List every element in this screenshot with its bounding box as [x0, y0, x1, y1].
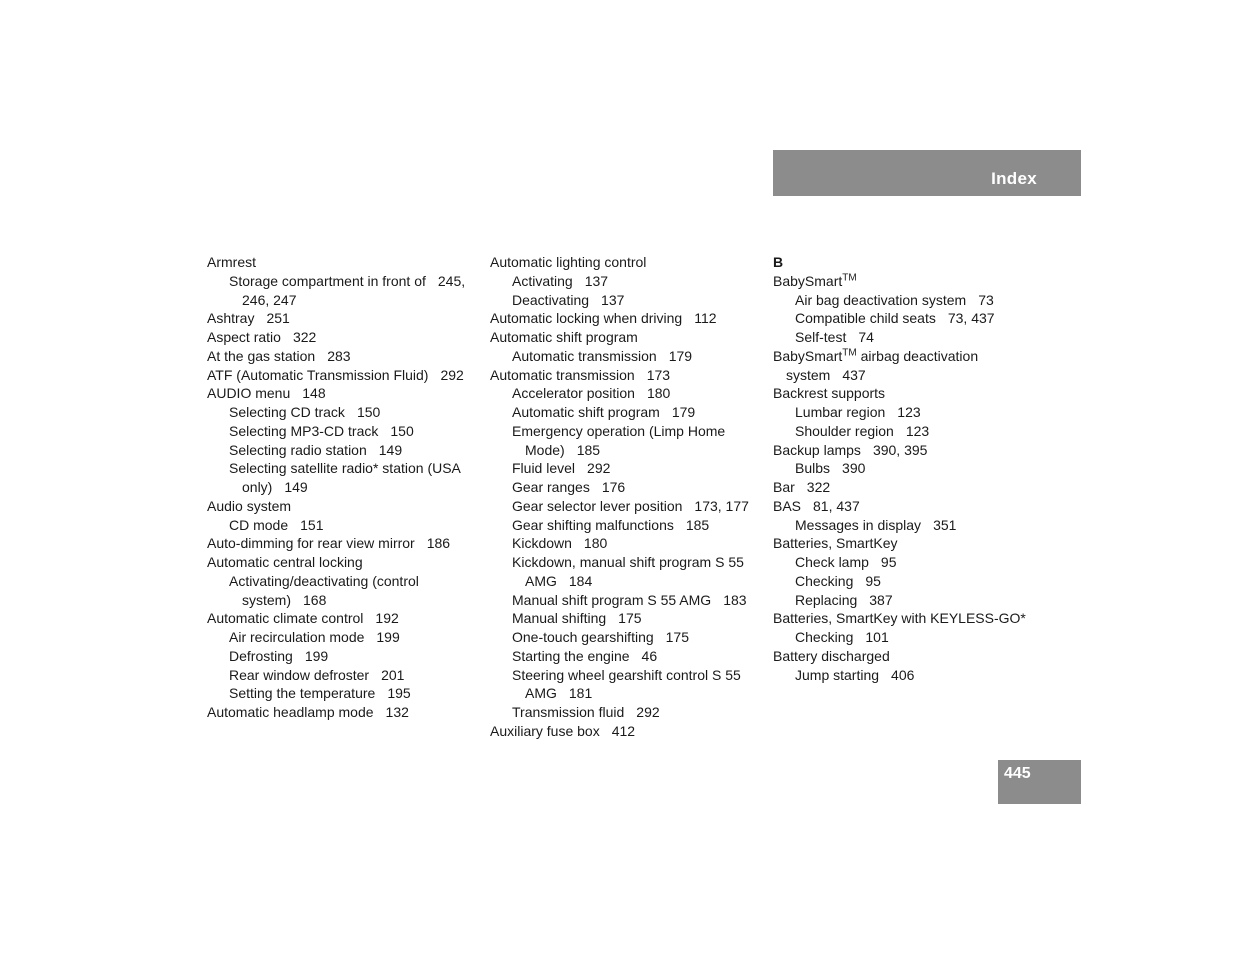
index-entry: Lumbar region 123 [795, 404, 921, 420]
index-entry: Defrosting 199 [229, 647, 329, 664]
index-entry: Automatic shift program [490, 329, 638, 345]
index-entry: Jump starting 406 [795, 666, 915, 683]
index-entry: Shoulder region 123 [795, 422, 930, 439]
index-entry: Backup lamps 390, 395 [773, 441, 928, 458]
index-entry: BAS 81, 437 [773, 497, 860, 514]
index-entry: Compatible child seats 73, 437 [795, 310, 995, 327]
index-entry: Deactivating 137 [512, 291, 625, 308]
index-entry: Automatic shift program 179 [512, 404, 696, 420]
index-entry: Fluid level 292 [512, 460, 611, 477]
index-entry: Messages in display 351 [795, 516, 957, 533]
index-entry: Air recirculation mode 199 [229, 629, 400, 645]
index-entry: Self-test 74 [795, 329, 874, 345]
index-entry: Automatic climate control 192 [207, 610, 399, 627]
index-header-bar [773, 150, 1081, 196]
index-entry: Steering wheel gearshift control S 55 [512, 666, 741, 683]
index-entry: Battery discharged [773, 647, 890, 664]
index-entry: ATF (Automatic Transmission Fluid) 292 [207, 366, 464, 383]
index-entry: Selecting MP3-CD track 150 [229, 422, 414, 439]
index-entry: BabySmart™ [773, 272, 857, 289]
page-number: 445 [1004, 765, 1031, 782]
index-entry: Setting the temperature 195 [229, 685, 411, 702]
index-entry: Armrest [207, 254, 256, 270]
index-entry: Bulbs 390 [795, 460, 866, 477]
index-entry: Selecting radio station 149 [229, 441, 403, 458]
index-entry: Selecting CD track 150 [229, 404, 381, 420]
index-column-1 [207, 253, 477, 722]
index-entry: 246, 247 [242, 291, 297, 308]
index-entry: Air bag deactivation system 73 [795, 291, 994, 308]
index-entry: Automatic central locking [207, 554, 363, 570]
index-entry: system) 168 [242, 591, 327, 608]
index-entry: only) 149 [242, 479, 308, 495]
index-entry: Starting the engine 46 [512, 647, 658, 664]
index-entry: Activating 137 [512, 272, 609, 289]
index-entry: Gear selector lever position 173, 177 [512, 497, 749, 514]
index-entry: Batteries, SmartKey [773, 535, 898, 552]
index-entry: Backrest supports [773, 385, 886, 402]
index-entry: Aspect ratio 322 [207, 329, 317, 345]
index-entry: Rear window defroster 201 [229, 666, 405, 683]
index-entry: Kickdown 180 [512, 535, 608, 552]
index-entry: Ashtray 251 [207, 310, 290, 327]
index-entry: Automatic transmission 173 [490, 366, 671, 383]
index-entry: Accelerator position 180 [512, 385, 671, 402]
index-entry: Manual shifting 175 [512, 610, 642, 627]
index-entry: Auto-dimming for rear view mirror 186 [207, 535, 451, 552]
index-entry: BabySmart™ airbag deactivation [773, 347, 979, 364]
index-entry: Mode) 185 [525, 441, 601, 458]
index-entry: Storage compartment in front of 245, [229, 272, 466, 289]
index-entry: Auxiliary fuse box 412 [490, 722, 636, 739]
index-entry: Automatic headlamp mode 132 [207, 704, 409, 720]
index-entry: Replacing 387 [795, 591, 893, 608]
index-column-3 [773, 253, 1043, 684]
index-entry: Checking 95 [795, 572, 881, 589]
section-letter: B [773, 254, 784, 270]
index-entry: One-touch gearshifting 175 [512, 629, 689, 645]
index-entry: Batteries, SmartKey with KEYLESS-GO* [773, 610, 1026, 627]
index-entry: Checking 101 [795, 629, 889, 645]
index-entry: Bar 322 [773, 479, 831, 495]
index-entry: AMG 184 [525, 572, 593, 589]
index-entry: system 437 [786, 366, 866, 383]
page-title: Index [991, 169, 1037, 188]
index-entry: At the gas station 283 [207, 347, 351, 364]
index-entry: Manual shift program S 55 AMG 183 [512, 591, 747, 608]
index-entry: Automatic transmission 179 [512, 347, 693, 364]
index-entry: Automatic lighting control [490, 254, 647, 270]
index-entry: Transmission fluid 292 [512, 704, 660, 720]
index-entry: Gear shifting malfunctions 185 [512, 516, 710, 533]
index-entry: Selecting satellite radio* station (USA [229, 460, 461, 477]
index-entry: CD mode 151 [229, 516, 324, 533]
index-entry: Check lamp 95 [795, 554, 897, 570]
index-entry: AUDIO menu 148 [207, 385, 326, 402]
index-entry: Gear ranges 176 [512, 479, 626, 495]
index-entry: Kickdown, manual shift program S 55 [512, 554, 744, 570]
index-entry: Audio system [207, 497, 292, 514]
index-entry: Emergency operation (Limp Home [512, 422, 726, 439]
index-entry: AMG 181 [525, 685, 593, 702]
index-entry: Automatic locking when driving 112 [490, 310, 717, 327]
index-entry: Activating/deactivating (control [229, 572, 419, 589]
index-column-2 [490, 253, 760, 741]
page-number-badge [998, 760, 1081, 804]
